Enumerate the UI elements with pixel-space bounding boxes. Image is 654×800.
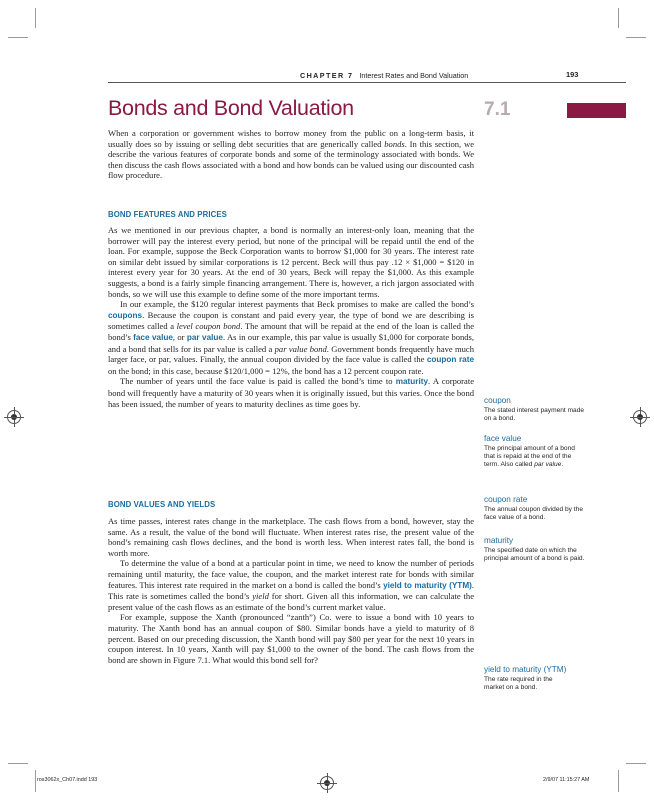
timestamp-slug: 2/9/07 11:15:27 AM <box>543 777 590 783</box>
paragraph: In our example, the $120 regular interest payments that Beck promises to make are called the bond’s coupons. Because the coupon is constant and paid every year, the type of bond we are describing is sometimes called a level coupon bond. The amount that will be repaid at the end of the loan is called the bond’s face value, or par value. As in our example, this par value is usually $1,000 for corporate bonds, and a bond that sells for its par value is called a par value bond. Government bonds frequently have much larger face, or par, values. Finally, the annual coupon divided by the face value is called the coupon rate on the bond; in this case, because $120/1,000 = 12%, the bond has a 12 percent coupon rate. <box>108 299 475 376</box>
glossary-definition: The principal amount of a bond that is repaid at the end of the term. Also called par value. <box>484 444 575 469</box>
keyword-maturity: maturity <box>395 377 429 387</box>
section-color-bar <box>567 103 626 118</box>
file-slug: ros3062x_Ch07.indd 193 <box>37 777 98 783</box>
section-number: 7.1 <box>484 99 511 120</box>
registration-mark-icon <box>320 776 334 790</box>
crop-mark <box>35 770 36 792</box>
registration-mark-icon <box>7 410 21 424</box>
registration-mark-icon <box>633 410 647 424</box>
intro-text: . In this section, we describe the various features of corporate bonds and some of the terminology associated with bonds. We then discuss the cash flows associated with a bond and how bonds can be valued using our discounted cash flow procedure. <box>108 138 475 181</box>
section-title: Bonds and Bond Valuation <box>108 96 354 120</box>
keyword-coupons: coupons <box>108 310 143 320</box>
glossary-term: coupon rate <box>484 495 528 504</box>
crop-mark <box>8 37 28 38</box>
paragraph: For example, suppose the Xanth (pronounced “zanth”) Co. were to issue a bond with 10 years to maturity. The Xanth bond has an annual coupon of $80. Similar bonds have a yield to maturity of 8 percent. Based on our preceding discussion, the Xanth bond will pay $80 per year for the next 10 years in coupon interest. In 10 years, Xanth will pay $1,000 to the owner of the bond. The cash flows from the bond are shown in Figure 7.1. What would this bond sell for? <box>108 612 474 665</box>
paragraph: To determine the value of a bond at a particular point in time, we need to know the number of periods remaining until maturity, the face value, the coupon, and the market interest rate for bonds with similar features. This interest rate required in the market on a bond is called the bond’s yield to maturity (YTM). This rate is sometimes called the bond’s yield for short. Given all this information, we can calculate the present value of the cash flows as an estimate of the bond’s current market value. <box>108 558 475 612</box>
intro-paragraph <box>108 128 474 181</box>
keyword-ytm: yield to maturity (YTM) <box>383 580 472 590</box>
glossary-term: face value <box>484 434 522 443</box>
paragraph: As time passes, interest rates change in the marketplace. The cash flows from a bond, however, stay the same. As a result, the value of the bond will fluctuate. When interest rates rise, the present value of the bond’s remaining cash flows declines, and the bond is worth less. When interest rates fall, the bond is worth more. <box>108 516 474 558</box>
keyword-coupon-rate: coupon rate <box>426 355 474 365</box>
glossary-term: coupon <box>484 396 511 405</box>
intro-text: When a corporation or government wishes to borrow money from the public on a long-term basis, it usually does so by issuing or selling debt securities that are generically called <box>108 128 474 149</box>
crop-mark <box>626 37 646 38</box>
heading-bond-features: BOND FEATURES AND PRICES <box>108 210 227 219</box>
bond-features-text <box>108 225 474 409</box>
crop-mark <box>618 8 619 28</box>
bond-values-text <box>108 516 474 665</box>
glossary-term: yield to maturity (YTM) <box>484 665 567 674</box>
glossary-definition: The annual coupon divided by the face value of a bond. <box>484 505 583 521</box>
glossary-coupon-rate <box>484 495 586 522</box>
glossary-definition: The stated interest payment made on a bond. <box>484 406 585 422</box>
header-rule <box>108 82 626 83</box>
glossary-term: maturity <box>484 536 514 545</box>
chapter-label: CHAPTER 7 <box>300 71 354 80</box>
paragraph: The number of years until the face value is paid is called the bond’s time to maturity. A corporate bond will frequently have a maturity of 30 years when it is originally issued, but this varies. Once the bond has been issued, the number of years to maturity declines as time goes by. <box>108 376 474 409</box>
glossary-face-value <box>484 434 586 470</box>
glossary-definition: The specified date on which the principal amount of a bond is paid. <box>484 546 585 562</box>
crop-mark <box>8 763 28 764</box>
crop-mark <box>35 8 36 28</box>
keyword-par-value: par value <box>186 332 223 342</box>
intro-term: bonds <box>384 138 405 149</box>
crop-mark <box>626 763 646 764</box>
glossary-definition: The rate required in the market on a bond. <box>484 675 553 691</box>
running-head <box>300 71 468 80</box>
keyword-face-value: face value <box>133 332 173 342</box>
glossary-maturity <box>484 536 586 563</box>
glossary-coupon <box>484 396 586 423</box>
crop-mark <box>618 770 619 792</box>
paragraph: As we mentioned in our previous chapter, a bond is normally an interest-only loan, meaning that the borrower will pay the interest every period, but none of the principal will be repaid until the end of the loan. For example, suppose the Beck Corporation wants to borrow $1,000 for 30 years. The interest rate on similar debt issued by similar corporations is 12 percent. Beck will thus pay .12 × $1,000 = $120 in interest every year for 30 years. At the end of 30 years, Beck will repay the $1,000. As this example suggests, a bond is a fairly simple financing arrangement. There is, however, a rich jargon associated with bonds, so we will use this example to define some of the more important terms. <box>108 225 474 299</box>
heading-bond-values: BOND VALUES AND YIELDS <box>108 500 216 509</box>
chapter-title: Interest Rates and Bond Valuation <box>359 71 469 80</box>
glossary-ytm <box>484 665 572 692</box>
page-number: 193 <box>566 70 579 79</box>
